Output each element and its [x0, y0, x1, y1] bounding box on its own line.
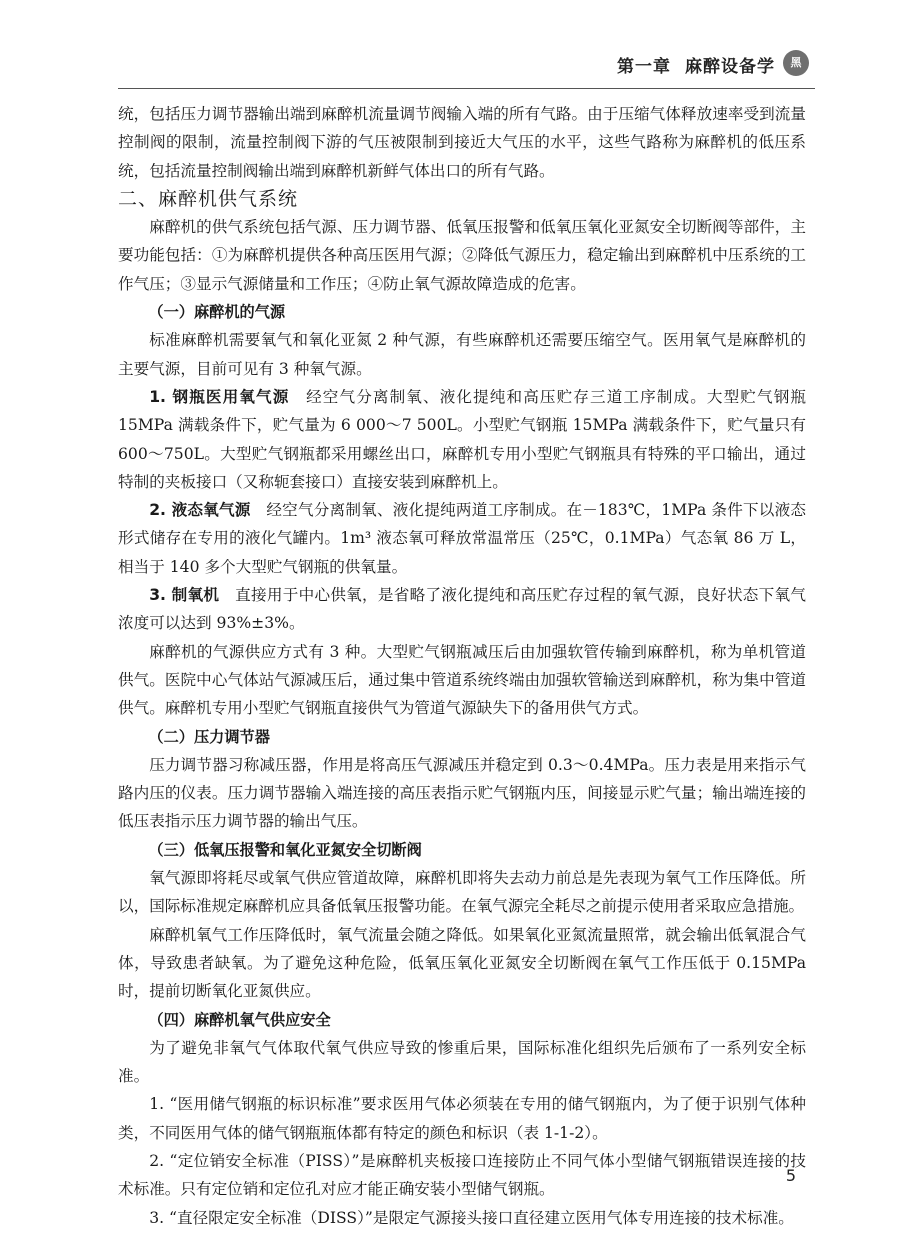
list-item-lead: 1. 钢瓶医用氧气源 — [149, 387, 290, 406]
chapter-heading — [617, 52, 775, 77]
chapter-badge-icon: 黑 — [783, 50, 809, 76]
subsection-heading: （二）压力调节器 — [148, 727, 270, 746]
paragraph: 麻醉机氧气工作压降低时，氧气流量会随之降低。如果氧化亚氮流量照常，就会输出低氧混合气体，导致患者缺氧。为了避免这种危险，低氧压氧化亚氮安全切断阀在氧气工作压低于 0.15MPa 时，提前切断氧化亚氮供应。 — [118, 925, 806, 1001]
subsection-heading: （四）麻醉机氧气供应安全 — [148, 1010, 331, 1029]
list-item-lead: 3. 制氧机 — [149, 586, 220, 605]
subsection-heading: （三）低氧压报警和氧化亚氮安全切断阀 — [148, 840, 422, 859]
paragraph: 氧气源即将耗尽或氧气供应管道故障，麻醉机即将失去动力前总是先表现为氧气工作压降低。所以，国际标准规定麻醉机应具备低氧压报警功能。在氧气源完全耗尽之前提示使用者采取应急措施。 — [118, 869, 806, 916]
paragraph: 2. “定位销安全标准（PISS）”是麻醉机夹板接口连接防止不同气体小型储气钢瓶错误连接的技术标准。只有定位销和定位孔对应才能正确安装小型储气钢瓶。 — [118, 1151, 806, 1199]
list-item — [118, 383, 806, 496]
list-item-text: 直接用于中心供氧，是省略了液化提纯和高压贮存过程的氧气源，良好状态下氧气浓度可以达到 93%±3%。 — [118, 586, 806, 633]
paragraph: 3. “直径限定安全标准（DISS）”是限定气源接头接口直径建立医用气体专用连接的技术标准。 — [149, 1208, 794, 1227]
chapter-number: 第一章 — [617, 57, 671, 77]
list-item — [118, 496, 806, 581]
list-item — [118, 581, 806, 638]
paragraph: 为了避免非氧气气体取代氧气供应导致的惨重后果，国际标准化组织先后颁布了一系列安全标准。 — [118, 1038, 806, 1086]
running-header — [118, 40, 815, 89]
subsection-heading: （一）麻醉机的气源 — [148, 303, 286, 322]
paragraph: 1. “医用储气钢瓶的标识标准”要求医用气体必须装在专用的储气钢瓶内，为了便于识别气体种类，不同医用气体的储气钢瓶瓶体都有特定的颜色和标识（表 1-1-2）。 — [118, 1095, 806, 1142]
page-body — [118, 100, 806, 1232]
paragraph-continued: 统，包括压力调节器输出端到麻醉机流量调节阀输入端的所有气路。由于压缩气体释放速率受到流量控制阀的限制，流量控制阀下游的气压被限制到接近大气压的水平，这些气路称为麻醉机的低压系统，包括流量控制阀输出端到麻醉机新鲜气体出口的所有气路。 — [118, 105, 806, 180]
list-item-text: 经空气分离制氧、液化提纯两道工序制成。在－183℃，1MPa 条件下以液态形式储存在专用的液化气罐内。1m³ 液态氧可释放常温常压（25℃，0.1MPa）气态氧 86 万 L，相当于 140 多个大型贮气钢瓶的供氧量。 — [118, 501, 806, 576]
page-number: 5 — [785, 1166, 796, 1185]
paragraph: 麻醉机的供气系统包括气源、压力调节器、低氧压报警和低氧压氧化亚氮安全切断阀等部件，主要功能包括：①为麻醉机提供各种高压医用气源；②降低气源压力，稳定输出到麻醉机中压系统的工作气压；③显示气源储量和工作压；④防止氧气源故障造成的危害。 — [118, 218, 806, 293]
section-heading: 二、麻醉机供气系统 — [118, 187, 299, 210]
paragraph: 压力调节器习称减压器，作用是将高压气源减压并稳定到 0.3～0.4MPa。压力表是用来指示气路内压的仪表。压力调节器输入端连接的高压表指示贮气钢瓶内压，间接显示贮气量；输出端连接的低压表指示压力调节器的输出气压。 — [118, 755, 806, 831]
chapter-title: 麻醉设备学 — [685, 57, 775, 77]
paragraph: 麻醉机的气源供应方式有 3 种。大型贮气钢瓶减压后由加强软管传输到麻醉机，称为单机管道供气。医院中心气体站气源减压后，通过集中管道系统终端由加强软管输送到麻醉机，称为集中管道供气。麻醉机专用小型贮气钢瓶直接供气为管道气源缺失下的备用供气方式。 — [118, 642, 806, 718]
list-item-text: 经空气分离制氧、液化提纯和高压贮存三道工序制成。大型贮气钢瓶 15MPa 满载条件下，贮气量为 6 000～7 500L。小型贮气钢瓶 15MPa 满载条件下，贮气量只有 600～750L。大型贮气钢瓶都采用螺丝出口，麻醉机专用小型贮气钢瓶具有特殊的平口输出，通过特制的夹板接口（又称轭套接口）直接安装到麻醉机上。 — [118, 387, 806, 491]
list-item-lead: 2. 液态氧气源 — [149, 501, 251, 520]
paragraph: 标准麻醉机需要氧气和氧化亚氮 2 种气源，有些麻醉机还需要压缩空气。医用氧气是麻醉机的主要气源，目前可见有 3 种氧气源。 — [118, 331, 806, 378]
